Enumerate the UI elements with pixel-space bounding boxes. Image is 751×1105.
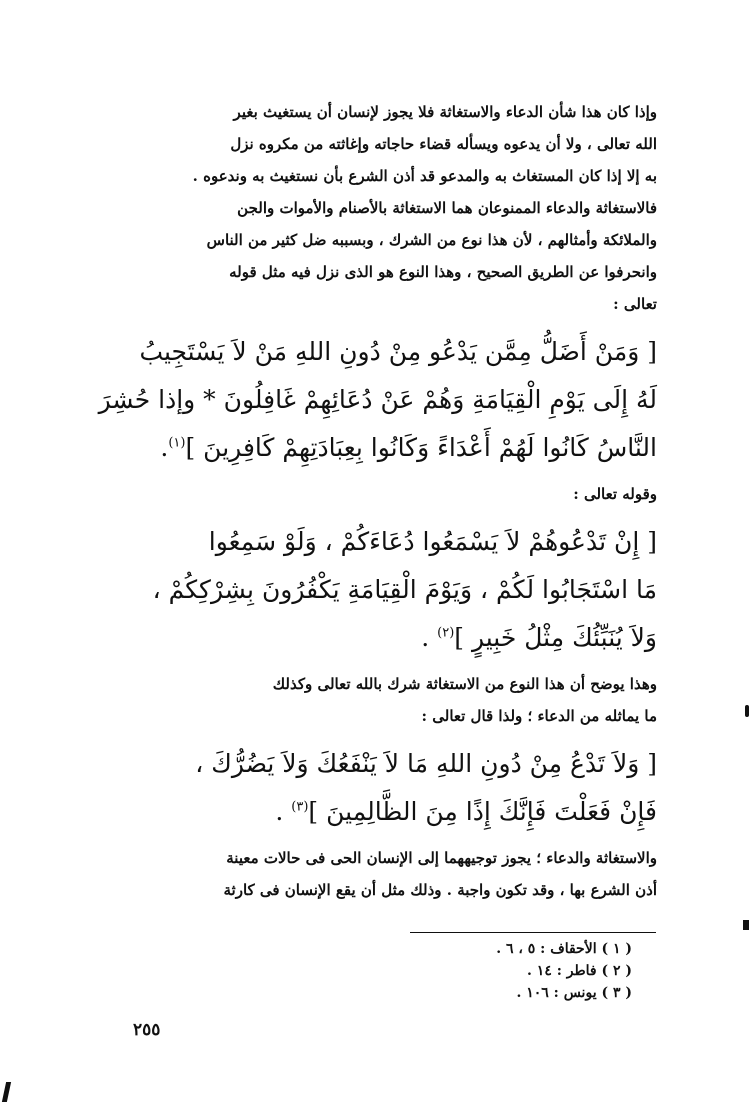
scan-mark-right-lower [743,920,749,930]
paragraph-4 [135,842,657,906]
footnote-ref-1: (١) [168,435,186,451]
verse-end: . [421,623,430,652]
verse-line [135,614,657,662]
paragraph-line: وانحرفوا عن الطريق الصحيح ، وهذا النوع هو الذى نزل فيه مثل قوله [229,263,657,281]
paragraph-line: وهذا يوضح أن هذا النوع من الاستغاثة شرك بالله تعالى وكذلك [272,675,657,693]
footnote-item: ( ٣ ) يونس : ١٠٦ . [516,985,632,1001]
paragraph-1 [135,96,657,192]
footnote-ref-2: (٢) [437,625,455,641]
paragraph-line: فالاستغاثة والدعاء الممنوعان هما الاستغاثة بالأصنام والأموات والجن [237,199,657,217]
quran-verse-1 [98,328,657,472]
page-body [98,96,657,906]
verse-intro [135,478,657,510]
paragraph-line: به إلا إذا كان المستغاث به والمدعو قد أذن الشرع بأن نستغيث به وندعوه . [192,167,657,185]
footnotes [410,938,656,1004]
verse-text: النَّاسُ كَانُوا لَهُمْ أَعْدَاءً وَكَانُوا بِعِبَادَتِهِمْ كَافِرِينَ ] [185,433,657,462]
intro-line: وقوله تعالى : [573,485,657,503]
verse-line: [ وَلاَ تَدْعُ مِنْ دُونِ اللهِ مَا لاَ يَنْفَعُكَ وَلاَ يَضُرُّكَ ، [195,749,657,778]
paragraph-line: وإذا كان هذا شأن الدعاء والاستغاثة فلا يجوز لإنسان أن يستغيث بغير [233,103,657,121]
paragraph-line: تعالى : [613,295,657,313]
quran-verse-3 [135,740,657,836]
scan-mark-corner [2,1082,11,1102]
paragraph-3 [135,668,657,732]
verse-end: . [160,433,169,462]
paragraph-2 [135,192,657,320]
verse-line: مَا اسْتَجَابُوا لَكُمْ ، وَيَوْمَ الْقِيَامَةِ يَكْفُرُونَ بِشِرْكِكُمْ ، [152,575,657,604]
paragraph-line: ما يماثله من الدعاء ؛ ولذا قال تعالى : [421,707,657,725]
quran-verse-2 [135,518,657,662]
verse-line [135,424,657,472]
footnote-divider [410,932,656,933]
paragraph-line: والملائكة وأمثالهم ، لأن هذا نوع من الشرك ، وبسببه ضل كثير من الناس [206,231,657,249]
paragraph-line: أذن الشرع بها ، وقد تكون واجبة . وذلك مثل أن يقع الإنسان فى كارثة [223,881,657,899]
footnote-ref-3: (٣) [291,799,309,815]
verse-line [135,788,657,836]
paragraph-line: والاستغاثة والدعاء ؛ يجوز توجيههما إلى الإنسان الحى فى حالات معينة [226,849,657,867]
verse-end: . [275,797,284,826]
verse-line: لَهُ إِلَى يَوْمِ الْقِيَامَةِ وَهُمْ عَنْ دُعَائِهِمْ غَافِلُونَ * وإذا حُشِرَ [98,385,657,414]
verse-line: [ إِنْ تَدْعُوهُمْ لاَ يَسْمَعُوا دُعَاءَكُمْ ، وَلَوْ سَمِعُوا [208,527,657,556]
footnote-item: ( ١ ) الأحقاف : ٥ ، ٦ . [496,941,632,957]
verse-line: [ وَمَنْ أَضَلُّ مِمَّن يَدْعُو مِنْ دُونِ اللهِ مَنْ لاَ يَسْتَجِيبُ [139,337,657,366]
paragraph-line: الله تعالى ، ولا أن يدعوه ويسأله قضاء حاجاته وإغاثته من مكروه نزل [230,135,657,153]
footnote-item: ( ٢ ) فاطر : ١٤ . [527,963,632,979]
scan-mark-right [745,705,749,717]
page-number: ٢٥٥ [133,1020,161,1040]
verse-text: وَلاَ يُنَبِّئُكَ مِثْلُ خَبِيرٍ ] [454,623,657,652]
verse-text: فَإِنْ فَعَلْتَ فَإِنَّكَ إِذًا مِنَ الظَّالِمِينَ ] [308,797,657,826]
